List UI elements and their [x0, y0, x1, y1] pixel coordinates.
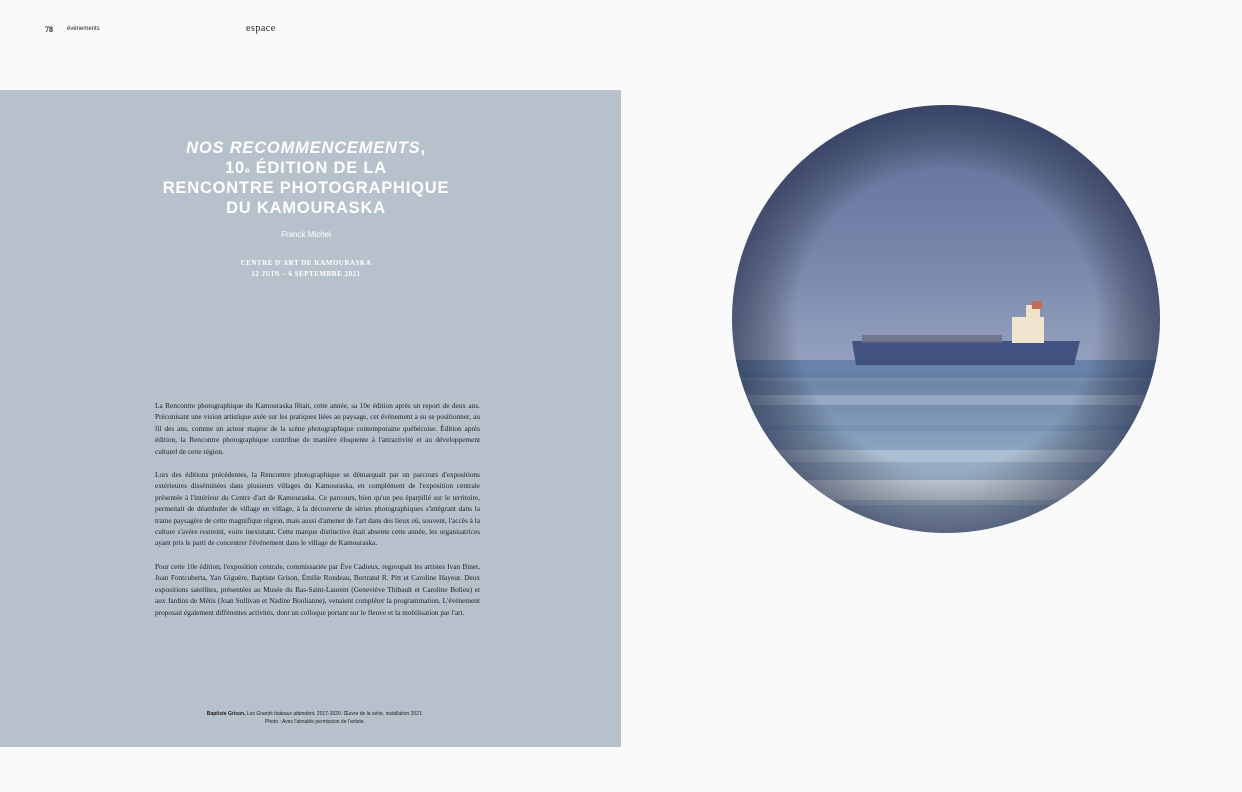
- venue-dates: 12 JUIN – 6 SEPTEMBRE 2021: [251, 270, 361, 278]
- article-body: [155, 400, 480, 630]
- venue-info: [0, 258, 612, 280]
- title-line-1: ÉDITION DE LA: [250, 159, 387, 177]
- venue-name: CENTRE D'ART DE KAMOURASKA: [240, 259, 372, 267]
- paragraph: Pour cette 10e édition, l'exposition centrale, commissariée par Ève Cadieux, regroupait les artistes Ivan Binet, Joan Fontcuberta, Yan Giguère, Baptiste Grison, Émilie Rondeau, Bertrand R. Pitt et Caroline Hayeur. Deux expositions satellites, présentées au Musée du Bas-Saint-Laurent (Geneviève Thibault et Caroline Bolieu) et aux Jardins de Métis (Joan Sullivan et Nadine Boulianne), venaient compléter la programmation. L'événement proposait également différentes activités, dont un colloque portant sur le fleuve et la mobilisation par l'art.: [155, 561, 480, 617]
- title-comma: ,: [420, 139, 426, 157]
- caption-credit: Photo : Avec l'aimable permission de l'artiste.: [265, 719, 365, 725]
- photo-caption: [100, 710, 530, 726]
- title-edition-sup: e: [244, 166, 251, 175]
- article-author: Franck Michel: [281, 230, 331, 239]
- circular-photo: [732, 105, 1160, 533]
- title-italic: NOS RECOMMENCEMENTS: [186, 139, 421, 157]
- article-title: [120, 138, 492, 218]
- caption-details: , 2017-2020. Œuvre de la série, installation 2021.: [314, 711, 424, 717]
- section-label: événements: [67, 26, 100, 32]
- page-number: 78: [45, 25, 53, 34]
- paragraph: Lors des éditions précédentes, la Rencontre photographique se démarquait par un parcours d'expositions extérieures disséminées dans plusieurs villages du Kamouraska, en complément de l'exposition centrale présentée à l'intérieur du Centre d'art de Kamouraska. Ce parcours, bien qu'un peu éparpillé sur le territoire, permettait de déambuler de village en village, à la découverte de séries photographiques s'intégrant dans la trame paysagère de cette magnifique région, mais aussi d'amener de l'art dans des lieux où, souvent, l'accès à la culture s'avère restreint, voire inexistant. Cette marque distinctive était absente cette année, les organisatrices ayant pris le parti de concentrer l'événement dans le village de Kamouraska.: [155, 470, 480, 548]
- caption-work: Les Grands bateaux attendent: [246, 711, 315, 717]
- article-panel: [0, 90, 621, 747]
- magazine-logo: espace: [246, 23, 276, 34]
- caption-artist: Baptiste Grison,: [206, 711, 246, 717]
- title-edition: 10: [225, 159, 245, 177]
- paragraph: La Rencontre photographique du Kamouraska fêtait, cette année, sa 10e édition après un report de deux ans. Préconisant une vision artistique axée sur les pratiques liées au paysage, cet événement a su se positionner, au fil des ans, comme un acteur majeur de la scène photographique contemporaine québécoise. Édition après édition, la Rencontre photographique contribue de manière éloquente à l'attractivité et au développement culturel de cette région.: [155, 401, 480, 456]
- title-line-3: DU KAMOURASKA: [226, 199, 386, 217]
- title-line-2: RENCONTRE PHOTOGRAPHIQUE: [162, 179, 450, 197]
- ship-photo-image: [732, 105, 1160, 533]
